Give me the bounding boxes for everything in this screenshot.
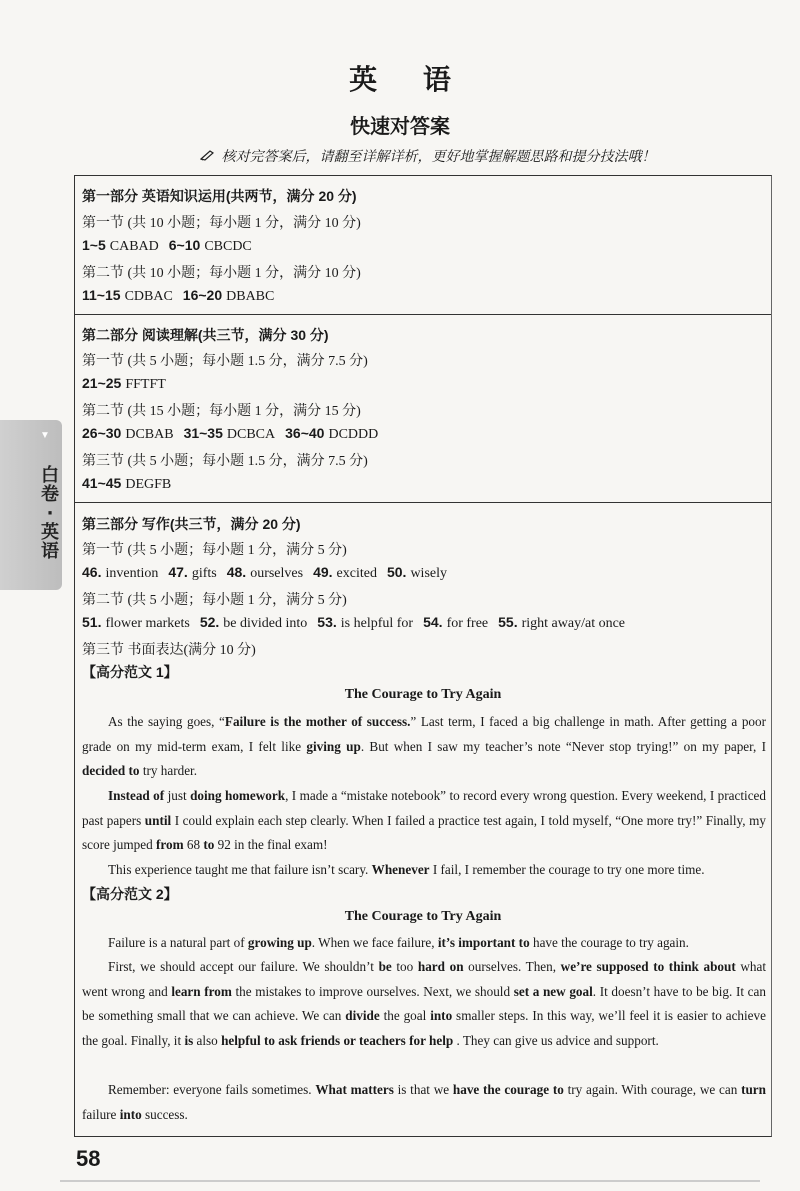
part1-s2-answers — [82, 287, 284, 305]
sample1-paragraph-1 — [82, 710, 766, 784]
part2-s2-answers — [82, 425, 388, 443]
bold-phrase: What matters — [315, 1082, 394, 1097]
text-run: too — [391, 959, 418, 974]
bold-phrase: Instead of — [108, 788, 165, 803]
answer-value: gifts — [191, 566, 217, 581]
sample2-paragraph-3 — [82, 1078, 766, 1127]
sample2-paragraph-2 — [82, 955, 766, 1053]
bold-phrase: divide — [345, 1008, 380, 1023]
answer-range: 52. — [199, 614, 220, 630]
sample1-title: The Courage to Try Again — [344, 687, 502, 702]
part3-heading: 第三部分 写作(共三节，满分 20 分) — [82, 516, 301, 532]
bold-phrase: it’s important to — [437, 935, 530, 950]
text-run: try again. With courage, we can — [563, 1082, 742, 1097]
text-run: . It doesn’t have to be big. It can be something small that we can achieve. We can — [82, 983, 766, 1023]
text-run: the goal — [379, 1008, 431, 1023]
answer-value: wisely — [410, 566, 447, 581]
part1-section — [75, 176, 771, 315]
answer-value: DCDDD — [328, 427, 379, 442]
bold-phrase: Whenever — [371, 862, 430, 877]
text-run: just — [164, 788, 191, 803]
answer-value: CABAD — [109, 239, 159, 254]
side-tab-label: 白卷·英语 — [41, 465, 59, 562]
answer-range: 48. — [226, 564, 247, 580]
answer-range: 51. — [82, 614, 102, 630]
part3-s3: 第三节 书面表达(满分 10 分) — [82, 643, 256, 658]
sample2-label: 【高分范文 2】 — [82, 886, 178, 902]
answer-value: FFTFT — [125, 377, 166, 392]
text-run: what went wrong and — [82, 959, 767, 999]
page-subtitle: 快速对答案 — [350, 114, 450, 138]
hint-line — [200, 146, 660, 166]
text-run: Failure is a natural part of — [108, 935, 248, 950]
text-run: 92 in the final exam! — [214, 837, 328, 852]
answer-range: 54. — [423, 614, 443, 630]
answer-range: 11~15 — [82, 287, 121, 303]
answer-range: 55. — [498, 614, 518, 630]
bold-phrase: giving up — [306, 738, 361, 754]
text-run: is that we — [393, 1082, 453, 1097]
text-run: As the saying goes, “ — [108, 714, 225, 729]
sample1-paragraph-3 — [82, 858, 766, 883]
text-run: 68 — [183, 837, 204, 852]
bold-phrase: Failure is the mother of success. — [224, 714, 411, 729]
bold-phrase: until — [144, 812, 172, 828]
answer-value: right away/at once — [521, 616, 626, 631]
text-run: try harder. — [139, 763, 198, 778]
pen-icon — [200, 150, 220, 165]
text-run: . When we face failure, — [311, 935, 438, 950]
answer-range: 53. — [317, 614, 337, 630]
text-run: , I made a “mistake notebook” to record every wrong question. Every weekend, I practiced past papers — [82, 788, 767, 828]
part3-s2-answers — [82, 614, 635, 632]
part2-s1: 第一节 (共 5 小题；每小题 1.5 分，满分 7.5 分) — [82, 354, 368, 369]
sample1-label: 【高分范文 1】 — [82, 664, 178, 680]
text-run: ” Last term, I faced a big challenge in math. After getting a poor grade on my mid-term exam, I felt like — [82, 714, 766, 754]
answer-range: 21~25 — [82, 375, 122, 391]
answer-box — [74, 175, 772, 1137]
text-run: I could explain each step clearly. When I failed a practice test again, I told myself, “One more try!” Finally, my score jumped — [82, 812, 766, 852]
text-run: ourselves. Then, — [463, 959, 561, 974]
bold-phrase: learn from — [171, 983, 232, 999]
answer-range: 47. — [168, 564, 188, 580]
hint-text: 核对完答案后，请翻至详解详析，更好地掌握解题思路和提分技法哦！ — [221, 150, 656, 165]
bold-phrase: growing up — [247, 935, 312, 950]
bold-phrase: have the courage to — [452, 1082, 564, 1097]
part1-s1-answers — [82, 237, 262, 255]
part3-s1: 第一节 (共 5 小题；每小题 1 分，满分 5 分) — [82, 543, 347, 558]
part2-heading: 第二部分 阅读理解(共三节，满分 30 分) — [82, 327, 329, 343]
sample1-paragraph-2 — [82, 784, 766, 858]
bold-phrase: into — [119, 1106, 142, 1122]
answer-range: 50. — [386, 564, 407, 580]
bold-phrase: helpful to ask friends or teachers for help — [221, 1032, 454, 1048]
answer-range: 26~30 — [82, 425, 122, 441]
answer-value: invention — [105, 566, 159, 581]
answer-value: ourselves — [250, 566, 304, 581]
part3-section — [75, 502, 771, 1136]
part2-s1-answers — [82, 375, 176, 393]
answer-range: 49. — [313, 564, 333, 580]
part2-s2: 第二节 (共 15 小题；每小题 1 分，满分 15 分) — [82, 404, 361, 419]
answer-value: for free — [446, 616, 489, 631]
answer-value: flower markets — [105, 616, 190, 631]
side-tab — [0, 420, 62, 590]
answer-value: CBCDC — [204, 239, 252, 254]
part3-s1-answers — [82, 564, 457, 582]
bold-phrase: from — [155, 837, 184, 852]
page-title: 英 语 — [349, 63, 469, 96]
answer-value: DCBCA — [226, 427, 276, 442]
answer-value: is helpful for — [340, 616, 414, 631]
answer-value: DCBAB — [125, 427, 174, 442]
bold-phrase: set a new goal — [513, 983, 593, 999]
bold-phrase: be — [378, 959, 392, 974]
bold-phrase: decided to — [82, 763, 140, 778]
answer-range: 31~35 — [183, 425, 223, 441]
bold-phrase: doing homework — [190, 788, 286, 803]
part1-s2: 第二节 (共 10 小题；每小题 1 分，满分 10 分) — [82, 266, 361, 281]
text-run: also — [193, 1032, 222, 1048]
answer-range: 36~40 — [285, 425, 325, 441]
text-run: have the courage to try again. — [529, 935, 689, 950]
part3-s2: 第二节 (共 5 小题；每小题 1 分，满分 5 分) — [82, 593, 347, 608]
text-run: the mistakes to improve ourselves. Next, we should — [231, 983, 514, 999]
text-run: success. — [141, 1106, 188, 1122]
answer-value: CDBAC — [124, 289, 173, 304]
bottom-divider — [60, 1180, 760, 1182]
part2-s3-answers — [82, 475, 181, 493]
text-run: First, we should accept our failure. We shouldn’t — [108, 959, 379, 974]
answer-range: 46. — [82, 564, 102, 580]
bold-phrase: we’re supposed to think about — [560, 959, 736, 974]
sample2-paragraph-1 — [82, 931, 766, 956]
text-run: I fail, I remember the courage to try one more time. — [429, 862, 705, 877]
text-run: . They can give us advice and support. — [453, 1032, 659, 1048]
answer-value: be divided into — [223, 616, 308, 631]
answer-range: 6~10 — [168, 237, 201, 253]
part2-s3: 第三节 (共 5 小题；每小题 1.5 分，满分 7.5 分) — [82, 454, 368, 469]
answer-range: 41~45 — [82, 475, 122, 491]
triangle-down-icon: ▼ — [40, 430, 50, 441]
part2-section — [75, 314, 771, 503]
answer-value: DEGFB — [125, 477, 172, 492]
bold-phrase: hard on — [417, 959, 464, 974]
answer-value: excited — [336, 566, 377, 581]
text-run: . But when I saw my teacher’s note “Never stop trying!” on my paper, I — [360, 738, 766, 754]
bold-phrase: into — [430, 1008, 453, 1023]
bold-phrase: is — [184, 1032, 194, 1048]
text-run: This experience taught me that failure isn’t scary. — [108, 862, 372, 877]
bold-phrase: turn — [741, 1082, 766, 1097]
part1-heading: 第一部分 英语知识运用(共两节，满分 20 分) — [82, 188, 357, 204]
part1-s1: 第一节 (共 10 小题；每小题 1 分，满分 10 分) — [82, 216, 361, 231]
bold-phrase: to — [203, 837, 215, 852]
text-run: smaller steps. In this way, we’ll feel it is easier to achieve the goal. Finally, it — [82, 1008, 766, 1048]
page-number: 58 — [76, 1146, 101, 1171]
sample2-title: The Courage to Try Again — [344, 909, 502, 924]
answer-range: 1~5 — [82, 237, 106, 253]
answer-value: DBABC — [226, 289, 275, 304]
answer-range: 16~20 — [182, 287, 223, 303]
text-run: Remember: everyone fails sometimes. — [108, 1082, 316, 1097]
text-run: failure — [82, 1106, 120, 1122]
